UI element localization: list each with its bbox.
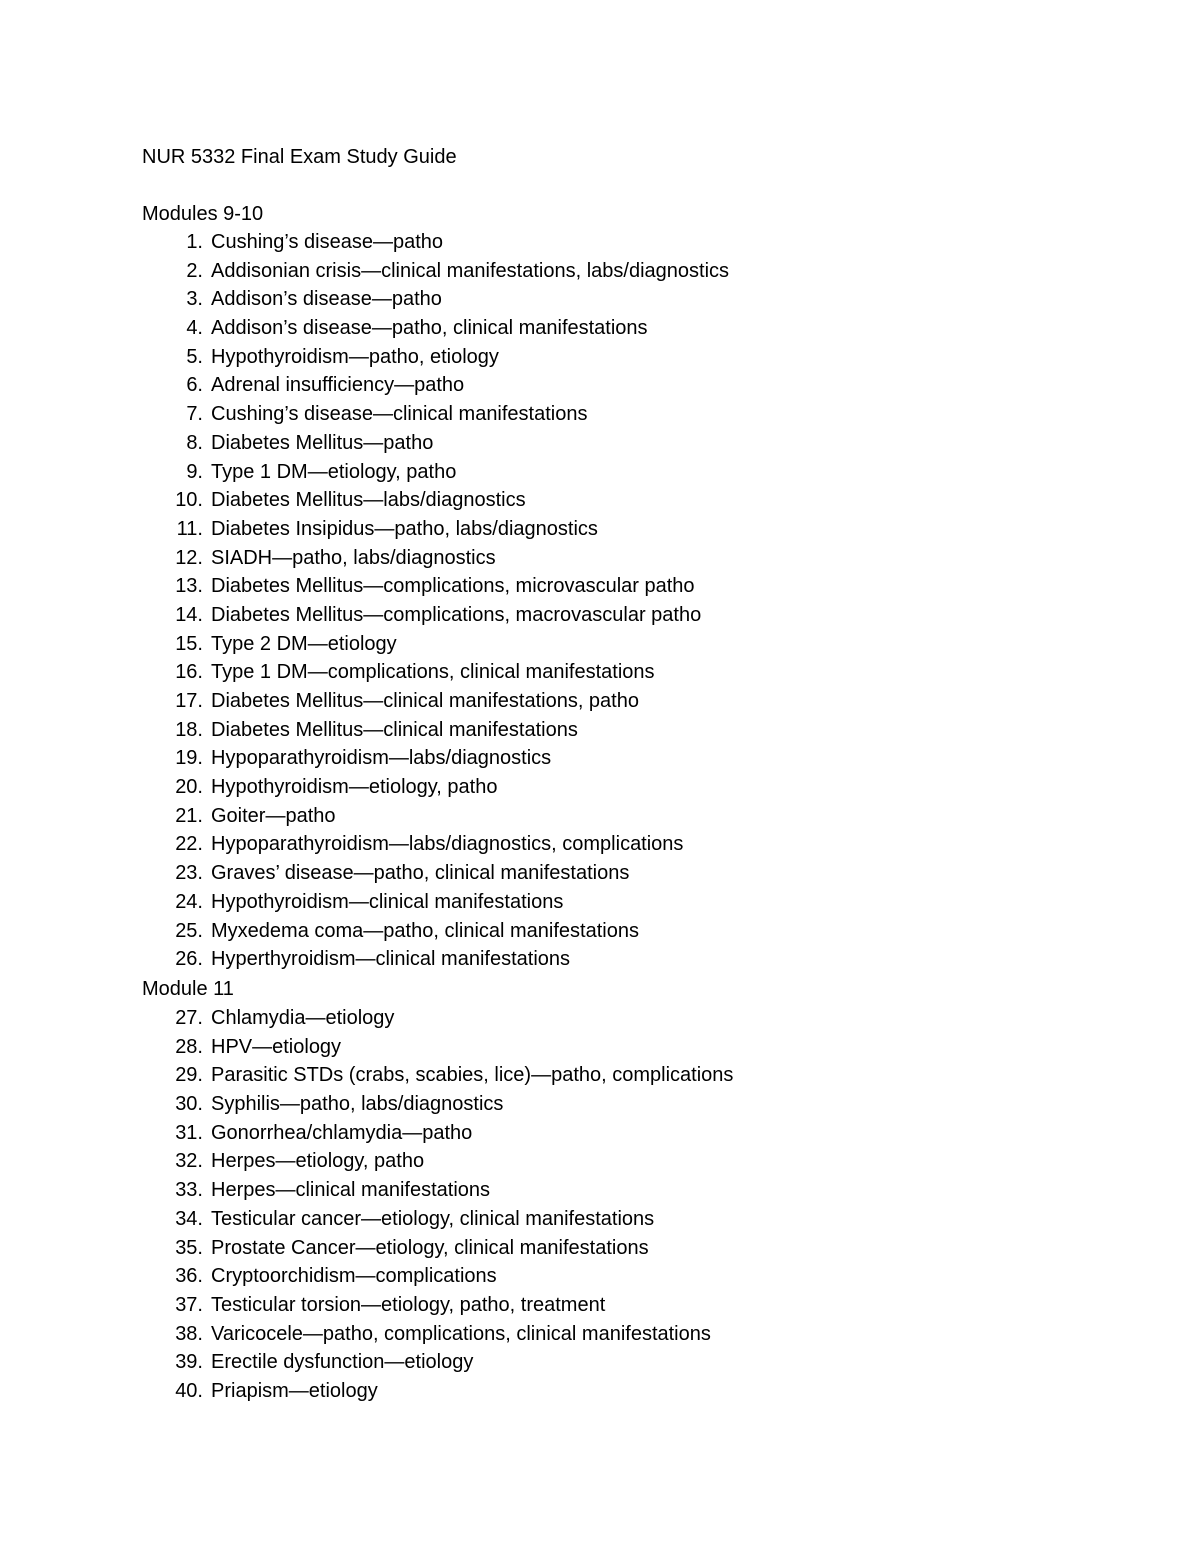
section-heading-modules-9-10: Modules 9-10 xyxy=(142,203,264,225)
list-item-number: 18. xyxy=(175,718,203,741)
list-item-text: Diabetes Insipidus—patho, labs/diagnostics xyxy=(211,517,598,540)
list-item-number: 4. xyxy=(186,317,203,340)
list-item-number: 15. xyxy=(175,632,203,655)
list-item xyxy=(0,544,1200,573)
list-modules-9-10 xyxy=(0,228,1200,974)
list-item-text: Hypothyroidism—patho, etiology xyxy=(211,345,499,368)
list-item xyxy=(0,601,1200,630)
list-item-text: Addison’s disease—patho xyxy=(211,288,442,311)
list-item-text: Adrenal insufficiency—patho xyxy=(211,374,465,397)
list-item-number: 27. xyxy=(175,1007,203,1029)
list-item-text: Goiter—patho xyxy=(211,804,336,827)
list-item xyxy=(0,1320,1200,1349)
list-item xyxy=(0,1061,1200,1090)
list-item xyxy=(0,687,1200,716)
list-item-number: 11. xyxy=(176,517,203,540)
list-item xyxy=(0,285,1200,314)
list-item-text: Testicular torsion—etiology, patho, treatment xyxy=(211,1293,606,1316)
list-item xyxy=(0,257,1200,286)
list-item xyxy=(0,1291,1200,1320)
list-item-text: Cryptoorchidism—complications xyxy=(211,1265,497,1288)
list-item-text: Varicocele—patho, complications, clinical manifestations xyxy=(211,1322,711,1345)
list-item-number: 28. xyxy=(175,1035,203,1058)
list-item xyxy=(0,429,1200,458)
list-item-number: 24. xyxy=(175,890,203,913)
list-item xyxy=(0,1033,1200,1062)
list-item xyxy=(0,830,1200,859)
list-item-text: Diabetes Mellitus—labs/diagnostics xyxy=(211,489,526,512)
list-item-text: Type 2 DM—etiology xyxy=(211,632,397,655)
list-item-text: Addison’s disease—patho, clinical manifestations xyxy=(211,317,648,340)
list-item-text: Hyperthyroidism—clinical manifestations xyxy=(211,948,571,971)
list-item xyxy=(0,343,1200,372)
list-item-number: 33. xyxy=(175,1179,203,1202)
list-item-text: Cushing’s disease—clinical manifestations xyxy=(211,403,588,426)
list-item-number: 35. xyxy=(175,1236,203,1259)
list-item-number: 19. xyxy=(175,747,203,770)
list-item xyxy=(0,458,1200,487)
list-item-number: 37. xyxy=(175,1293,203,1316)
list-item-text: Diabetes Mellitus—complications, macrovascular patho xyxy=(211,603,702,626)
list-item xyxy=(0,1147,1200,1176)
list-item-number: 3. xyxy=(186,288,203,311)
list-item xyxy=(0,658,1200,687)
list-item xyxy=(0,515,1200,544)
list-item xyxy=(0,1205,1200,1234)
list-item-text: Chlamydia—etiology xyxy=(211,1007,395,1029)
list-item-number: 8. xyxy=(186,431,203,454)
list-item xyxy=(0,1377,1200,1406)
list-item xyxy=(0,945,1200,974)
list-item xyxy=(0,744,1200,773)
list-item-text: Diabetes Mellitus—clinical manifestations, patho xyxy=(211,690,639,712)
list-item-text: Type 1 DM—complications, clinical manifestations xyxy=(211,661,655,684)
list-item-text: Herpes—clinical manifestations xyxy=(211,1179,491,1202)
list-item-text: Addisonian crisis—clinical manifestations, labs/diagnostics xyxy=(211,259,730,282)
list-item-text: Erectile dysfunction—etiology xyxy=(211,1351,474,1374)
list-item-number: 30. xyxy=(175,1093,203,1116)
list-item xyxy=(0,1262,1200,1291)
list-item-text: Testicular cancer—etiology, clinical manifestations xyxy=(211,1207,655,1230)
list-item-number: 40. xyxy=(175,1379,203,1402)
list-item-text: Diabetes Mellitus—patho xyxy=(211,431,434,454)
list-item xyxy=(0,802,1200,831)
list-item-text: Diabetes Mellitus—clinical manifestations xyxy=(211,718,578,741)
list-item-number: 38. xyxy=(175,1322,203,1345)
list-item-number: 13. xyxy=(175,575,203,598)
list-item-text: Gonorrhea/chlamydia—patho xyxy=(211,1121,473,1144)
list-item xyxy=(0,1348,1200,1377)
list-item-text: Hypothyroidism—etiology, patho xyxy=(211,776,498,799)
list-item xyxy=(0,572,1200,601)
list-item-text: Priapism—etiology xyxy=(211,1379,378,1402)
list-item-text: Type 1 DM—etiology, patho xyxy=(211,460,457,483)
list-item xyxy=(0,228,1200,257)
list-item xyxy=(0,400,1200,429)
list-item-number: 17. xyxy=(175,690,203,712)
list-item-number: 14. xyxy=(175,603,203,626)
list-item xyxy=(0,630,1200,659)
list-item xyxy=(0,1090,1200,1119)
list-item-text: Herpes—etiology, patho xyxy=(211,1150,425,1173)
list-item-number: 39. xyxy=(175,1351,203,1374)
list-item xyxy=(0,1119,1200,1148)
list-item-number: 6. xyxy=(186,374,203,397)
list-item-number: 2. xyxy=(186,259,203,282)
list-item-number: 21. xyxy=(175,804,203,827)
list-item-text: Graves’ disease—patho, clinical manifestations xyxy=(211,862,630,885)
list-item xyxy=(0,1234,1200,1263)
list-item-number: 31. xyxy=(175,1121,203,1144)
section-heading-module-11: Module 11 xyxy=(142,978,234,1000)
list-item-text: Myxedema coma—patho, clinical manifestations xyxy=(211,919,639,942)
list-item-number: 29. xyxy=(175,1064,203,1087)
list-item-number: 34. xyxy=(175,1207,203,1230)
list-item-number: 25. xyxy=(175,919,203,942)
list-item-text: Syphilis—patho, labs/diagnostics xyxy=(211,1093,504,1116)
list-item-number: 5. xyxy=(186,345,203,368)
list-item xyxy=(0,917,1200,946)
list-item xyxy=(0,888,1200,917)
list-item-text: Hypoparathyroidism—labs/diagnostics xyxy=(211,747,552,770)
list-item-number: 10. xyxy=(175,489,203,512)
document-title: NUR 5332 Final Exam Study Guide xyxy=(142,146,457,168)
list-item xyxy=(0,1176,1200,1205)
list-item-number: 22. xyxy=(175,833,203,856)
list-item-number: 12. xyxy=(175,546,203,569)
list-item-number: 20. xyxy=(175,776,203,799)
list-item-number: 23. xyxy=(175,862,203,885)
list-item-number: 16. xyxy=(175,661,203,684)
list-item xyxy=(0,1004,1200,1033)
list-item-number: 32. xyxy=(175,1150,203,1173)
list-item-text: Hypoparathyroidism—labs/diagnostics, complications xyxy=(211,833,684,856)
list-item xyxy=(0,314,1200,343)
list-item xyxy=(0,859,1200,888)
list-item-number: 26. xyxy=(175,948,203,971)
list-item-text: SIADH—patho, labs/diagnostics xyxy=(211,546,496,569)
list-item-text: Parasitic STDs (crabs, scabies, lice)—patho, complications xyxy=(211,1064,734,1087)
list-item-number: 7. xyxy=(186,403,203,426)
list-item-text: Cushing’s disease—patho xyxy=(211,231,444,253)
list-item-text: Hypothyroidism—clinical manifestations xyxy=(211,890,564,913)
list-item-text: Diabetes Mellitus—complications, microvascular patho xyxy=(211,575,695,598)
list-item-number: 1. xyxy=(186,231,203,253)
list-item-number: 9. xyxy=(186,460,203,483)
list-item-text: HPV—etiology xyxy=(211,1035,342,1058)
list-item xyxy=(0,371,1200,400)
list-item-number: 36. xyxy=(175,1265,203,1288)
list-item xyxy=(0,773,1200,802)
list-module-11 xyxy=(0,1004,1200,1406)
list-item xyxy=(0,716,1200,745)
list-item-text: Prostate Cancer—etiology, clinical manifestations xyxy=(211,1236,649,1259)
list-item xyxy=(0,486,1200,515)
